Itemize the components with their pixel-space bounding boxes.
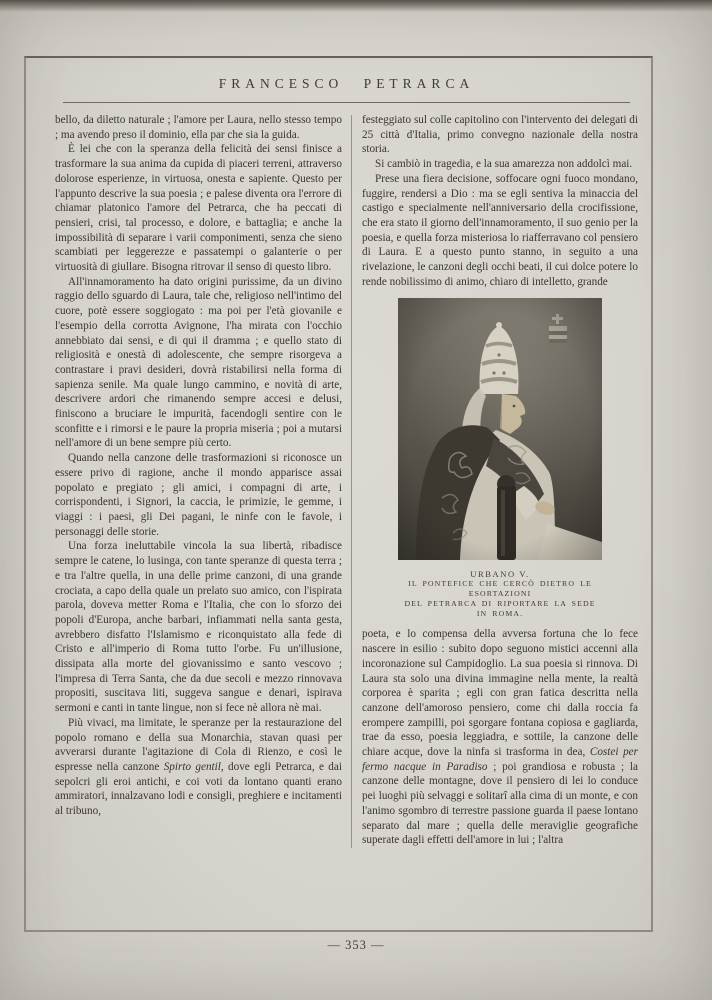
paragraph — [55, 539, 342, 715]
left-text-column — [55, 113, 342, 848]
text-run: Prese una fiera decisione, soffocare ogni fuoco mondano, fuggire, rendersi a Dio : ma se egli sentiva la minaccia del castigo e specialmente nell'anniversario della crocifissione, che era stato il giorno dell'innamoramento, il suo genio per la poesia, e quella forza misteriosa lo riafferravano col pensiero di Laura. E a questo punto stanno, in seguito a una rivelazione, le canzoni degli occhi beati, il cui dolce potere lo rende nobilissimo di animo, chiaro di intelletto, grande — [362, 172, 638, 288]
text-run: bello, da diletto naturale ; l'amore per Laura, nello stesso tempo ; ma avendo preso il dominio, ella par che sia la guida. — [55, 114, 342, 141]
figure-urban-v — [398, 298, 602, 619]
text-run: Quando nella canzone delle trasformazioni si riconosce un essere privo di ragione, anche il mondo apparisce assai popolato e pregiato ; gli amici, i compagni di arte, i corrispondenti, i Signori, la caccia, le primizie, le gemme, i viaggi : i paesi, gli Dei pagani, le ninfe con le favole, i personaggi delle storie. — [55, 452, 342, 538]
page-number: — 353 — — [327, 938, 385, 952]
italic-phrase: Costei per fermo nacque in Paradiso — [362, 746, 638, 773]
text-run: , dove egli Petrarca, e dai sepolcri gli eroi antichi, e coi voti da lontano quanti erano ammiratori, innalzavano lodi e consigli, preghiere e incitamenti al tribuno, — [55, 760, 342, 818]
paragraph — [55, 275, 342, 451]
scan-top-edge-shadow — [0, 0, 712, 12]
text-run: poeta, e lo compensa della avversa fortuna che lo fece nascere in esilio : subito dopo seguono mistici accenni alla incoronazione sul Campidoglio. La sua poesia si rinnova. Di Laura sta solo una divina immagine nella mente, la realtà corporea è sparita ; egli con gran fatica descritta nella canzone dell'amoroso pensiero, come chi dalla roccia fa erompere zampilli, poi sgorgare fontana copiosa e gagliarda, trae da esso, poesia leggiadra, e sottile, la canzone delle chiare acque, dove la ninfa si trasforma in dea, — [362, 628, 638, 759]
paragraph — [55, 716, 342, 819]
figure-caption-title: URBANO V. — [470, 569, 530, 580]
paragraph — [362, 113, 638, 157]
text-run: festeggiato sul colle capitolino con l'intervento dei delegati di 25 città d'Italia, primo convegno nazionale della nostra storia. — [362, 114, 638, 156]
text-run: È lei che con la speranza della felicità dei sensi finisce a trasformare la sua anima da cupida di piaceri terreni, attraverso dolorose esperienze, in virtuosa, onesta e sapiente. Questo per l'appunto descrive la sua poesia ; e palese diventa ora l'errore di chiamar platonico l'amore del Petrarca, che ha peccati di pensieri, crisi, tal processo, e dolore, e battaglia; e anche la impossibilità di separare i varii componimenti, senza che sieno scambiati per leggerezze e passatempi o galanterie o per virtuosità di giullare. Bisogna ritrovar il senso di questo libro. — [55, 143, 342, 274]
paragraph — [55, 451, 342, 539]
paragraph — [362, 157, 638, 172]
paragraph — [55, 113, 342, 142]
two-column-text-block — [55, 113, 638, 848]
text-run: All'innamoramento ha dato origini purissime, da un divino raggio dello sguardo di Laura, tale che, religioso nell'intimo del cuore, potè essere soggiogato : ma poi per l'età giovanile e l'esempio della corrotta Avignone, l'ha mirata con l'occhio annebbiato dai sensi, e di qui il dramma ; e quello stato di religiosità e onestà di adolescente, che sempre risorgeva a contrastare i pravi desideri, dovrà ristabilirsi nella forma di sapienza senile. Ma quale lungo cammino, e novità di arte, descrivere ardori che rimanendo sempre accesi e delusi, finiscono a bruciare le impurità, facendogli sentire con le sconfitte e i rimorsi e le paure la propria miseria ; poi a mutarsi nell'amore di un bene sempre più certo. — [55, 275, 342, 450]
text-run: Più vivaci, ma limitate, le speranze per la restaurazione del popolo romano e della sua Monarchia, stavan quasi per avverarsi durante l'agitazione di Cola di Rienzo, e così le espresse nella canzone — [55, 716, 342, 773]
text-run: ; poi grandiosa e robusta ; la canzone delle montagne, dove il pensiero di lei lo conduce pei luoghi più selvaggi e solitarî alla cima di un monte, e con l'animo sgombro di terrestre passione guarda il paese lontano separato dal mare ; quella delle meraviglie geografiche superate dagli effetti dell'amore in lui ; l'altra — [362, 760, 638, 847]
paragraph — [362, 172, 638, 290]
right-column-lower-text — [362, 627, 638, 848]
urban-v-portrait-image — [398, 298, 602, 560]
column-divider-rule — [351, 115, 352, 848]
right-column-upper-text — [362, 113, 638, 289]
italic-phrase: Spirto gentil — [163, 760, 221, 773]
right-text-column — [362, 113, 638, 848]
paragraph — [362, 627, 638, 848]
text-run: Una forza ineluttabile vincola la sua libertà, ribadisce sempre le catene, lo lusinga, con tante speranze di questa terra ; e tra l'altre quella, in una delle prime canzoni, di una grande crociata, a capo della quale un prelato suo amico, con l'ispirata parola, doveva metter Roma e l'Italia, che con lo sforzo dei popoli d'Europa, anche barbari, infiammati nella santa gesta, avrebbero disfatto l'Islamismo e riconquistato alla fede di Cristo e all'imperio di Roma tutto l'orbe. Fu un'illusione, dissipata alla morte del giovanissimo e santo vescovo ; l'impresa di Terra Santa, che da due secoli e mezzo rinnovava propositi, suscitava liti, suggeva sangue e denari, ispirava sermoni e canti in tante lingue, non si fece nè allora nè mai. — [55, 540, 342, 715]
paragraph — [55, 142, 342, 274]
photo-vignette — [398, 298, 602, 560]
page-border-frame — [24, 56, 653, 932]
text-run: Si cambiò in tragedia, e la sua amarezza non addolcì mai. — [375, 158, 633, 171]
figure-caption — [398, 569, 602, 619]
header-rule — [63, 102, 630, 103]
figure-caption-line: IL PONTEFICE CHE CERCÒ DIETRO LE ESORTAZIONI — [408, 579, 592, 599]
running-header-title: FRANCESCO PETRARCA — [218, 76, 475, 91]
figure-caption-line: DEL PETRARCA DI RIPORTARE LA SEDE IN ROMA. — [404, 599, 596, 619]
